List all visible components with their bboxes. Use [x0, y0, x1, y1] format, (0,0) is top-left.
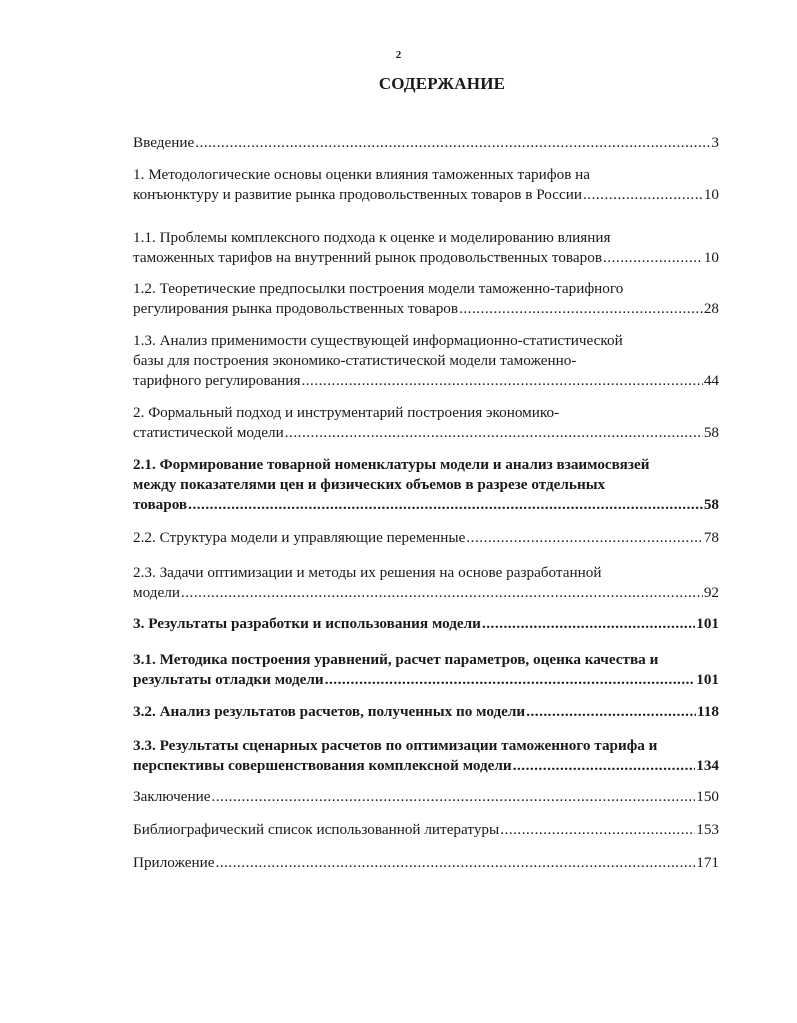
toc-entry-text-line: 2. Формальный подход и инструментарий построения экономико-	[133, 404, 560, 421]
toc-entry-text-line: 2.2. Структура модели и управляющие переменные	[133, 529, 466, 546]
toc-entry-last-line	[133, 670, 719, 690]
dot-leader	[603, 248, 703, 268]
dot-leader	[482, 614, 695, 634]
toc-entry-text-line: Библиографический список использованной литературы	[133, 821, 500, 838]
toc-entry	[133, 614, 719, 634]
dot-leader	[466, 528, 702, 548]
dot-leader	[325, 670, 696, 690]
toc-entry-last-line	[133, 702, 719, 722]
toc-entry	[133, 403, 719, 443]
toc-entry-text-line: базы для построения экономико-статистической модели таможенно-	[133, 352, 577, 369]
toc-entry-last-line	[133, 820, 719, 840]
toc-entry-text-line: 2.1. Формирование товарной номенклатуры модели и анализ взаимосвязей	[133, 456, 650, 473]
toc-entry	[133, 133, 719, 153]
toc-page-number: 44	[703, 372, 719, 389]
toc-entry-text-line: тарифного регулирования	[133, 372, 301, 389]
toc-page-number: 171	[696, 854, 719, 871]
toc-entry-last-line	[133, 299, 719, 319]
toc-page-number: 134	[696, 757, 719, 774]
toc-page-number: 10	[703, 186, 719, 203]
page-number: 2	[395, 49, 402, 61]
toc-entry	[133, 528, 719, 548]
toc-page-number: 3	[711, 134, 719, 151]
toc-entry	[133, 455, 719, 515]
toc-page-number: 58	[703, 424, 719, 441]
toc-entry-text-line: 1.3. Анализ применимости существующей информационно-статистической	[133, 332, 623, 349]
dot-leader	[500, 820, 695, 840]
toc-entry	[133, 736, 719, 776]
toc-page-number: 10	[703, 249, 719, 266]
dot-leader	[211, 787, 695, 807]
toc-entry-text-line: таможенных тарифов на внутренний рынок продовольственных товаров	[133, 249, 602, 266]
dot-leader	[583, 185, 703, 205]
toc-entry	[133, 331, 719, 391]
toc-entry-last-line	[133, 583, 719, 603]
toc-entry-last-line	[133, 787, 719, 807]
toc-entry-last-line	[133, 133, 719, 153]
toc-entry-text-line: 1.2. Теоретические предпосылки построения модели таможенно-тарифного	[133, 280, 624, 297]
toc-page-number: 58	[703, 496, 719, 513]
toc-page-number: 153	[696, 821, 719, 838]
toc-entry-text-line: 1. Методологические основы оценки влияния таможенных тарифов на	[133, 166, 591, 183]
toc-page-number: 101	[696, 615, 719, 632]
dot-leader	[195, 133, 710, 153]
toc-page-number: 150	[696, 788, 719, 805]
toc-entry-text-line: модели	[133, 584, 180, 601]
toc-entry-text-line: результаты отладки модели	[133, 671, 324, 688]
toc-entry-last-line	[133, 423, 719, 443]
toc-entry	[133, 787, 719, 807]
dot-leader	[513, 756, 696, 776]
toc-entry-text-line: Заключение	[133, 788, 211, 805]
toc-entry-text-line: 3.2. Анализ результатов расчетов, полученных по модели	[133, 703, 526, 720]
page-title: СОДЕРЖАНИЕ	[378, 74, 506, 93]
dot-leader	[285, 423, 703, 443]
dot-leader	[216, 853, 696, 873]
toc-entry-last-line	[133, 185, 719, 205]
toc-page-number: 78	[703, 529, 719, 546]
toc-entry-last-line	[133, 853, 719, 873]
toc-entry-text-line: перспективы совершенствования комплексной модели	[133, 757, 512, 774]
toc-entry	[133, 165, 719, 205]
toc-entry-text-line: статистической модели	[133, 424, 284, 441]
dot-leader	[181, 583, 703, 603]
toc-entry-text-line: конъюнктуру и развитие рынка продовольственных товаров в России	[133, 186, 582, 203]
toc-entry	[133, 650, 719, 690]
toc-entry	[133, 279, 719, 319]
toc-entry-last-line	[133, 756, 719, 776]
dot-leader	[459, 299, 703, 319]
toc-entry	[133, 853, 719, 873]
dot-leader	[301, 371, 702, 391]
toc-entry	[133, 563, 719, 603]
toc-entry-text-line: товаров	[133, 496, 188, 513]
toc-entry-last-line	[133, 248, 719, 268]
dot-leader	[526, 702, 696, 722]
toc-entry-text-line: Введение	[133, 134, 195, 151]
toc-entry-text-line: 2.3. Задачи оптимизации и методы их решения на основе разработанной	[133, 564, 602, 581]
toc-entry-text-line: 3.3. Результаты сценарных расчетов по оптимизации таможенного тарифа и	[133, 737, 658, 754]
toc-entry-last-line	[133, 371, 719, 391]
toc-page-number: 101	[696, 671, 719, 688]
toc-entry-text-line: 3.1. Методика построения уравнений, расчет параметров, оценка качества и	[133, 651, 659, 668]
toc-entry-last-line	[133, 495, 719, 515]
toc-entry-text-line: регулирования рынка продовольственных товаров	[133, 300, 459, 317]
dot-leader	[188, 495, 703, 515]
toc-page-number: 118	[697, 703, 719, 720]
toc-entry	[133, 702, 719, 722]
toc-entry	[133, 820, 719, 840]
toc-page-number: 28	[703, 300, 719, 317]
toc-entry-text-line: Приложение	[133, 854, 215, 871]
toc-entry-text-line: 1.1. Проблемы комплексного подхода к оценке и моделированию влияния	[133, 229, 611, 246]
toc-entry	[133, 228, 719, 268]
toc-entry-text-line: 3. Результаты разработки и использования модели	[133, 615, 481, 632]
toc-page-number: 92	[703, 584, 719, 601]
toc-entry-last-line	[133, 614, 719, 634]
toc-entry-last-line	[133, 528, 719, 548]
toc-entry-text-line: между показателями цен и физических объемов в разрезе отдельных	[133, 476, 606, 493]
